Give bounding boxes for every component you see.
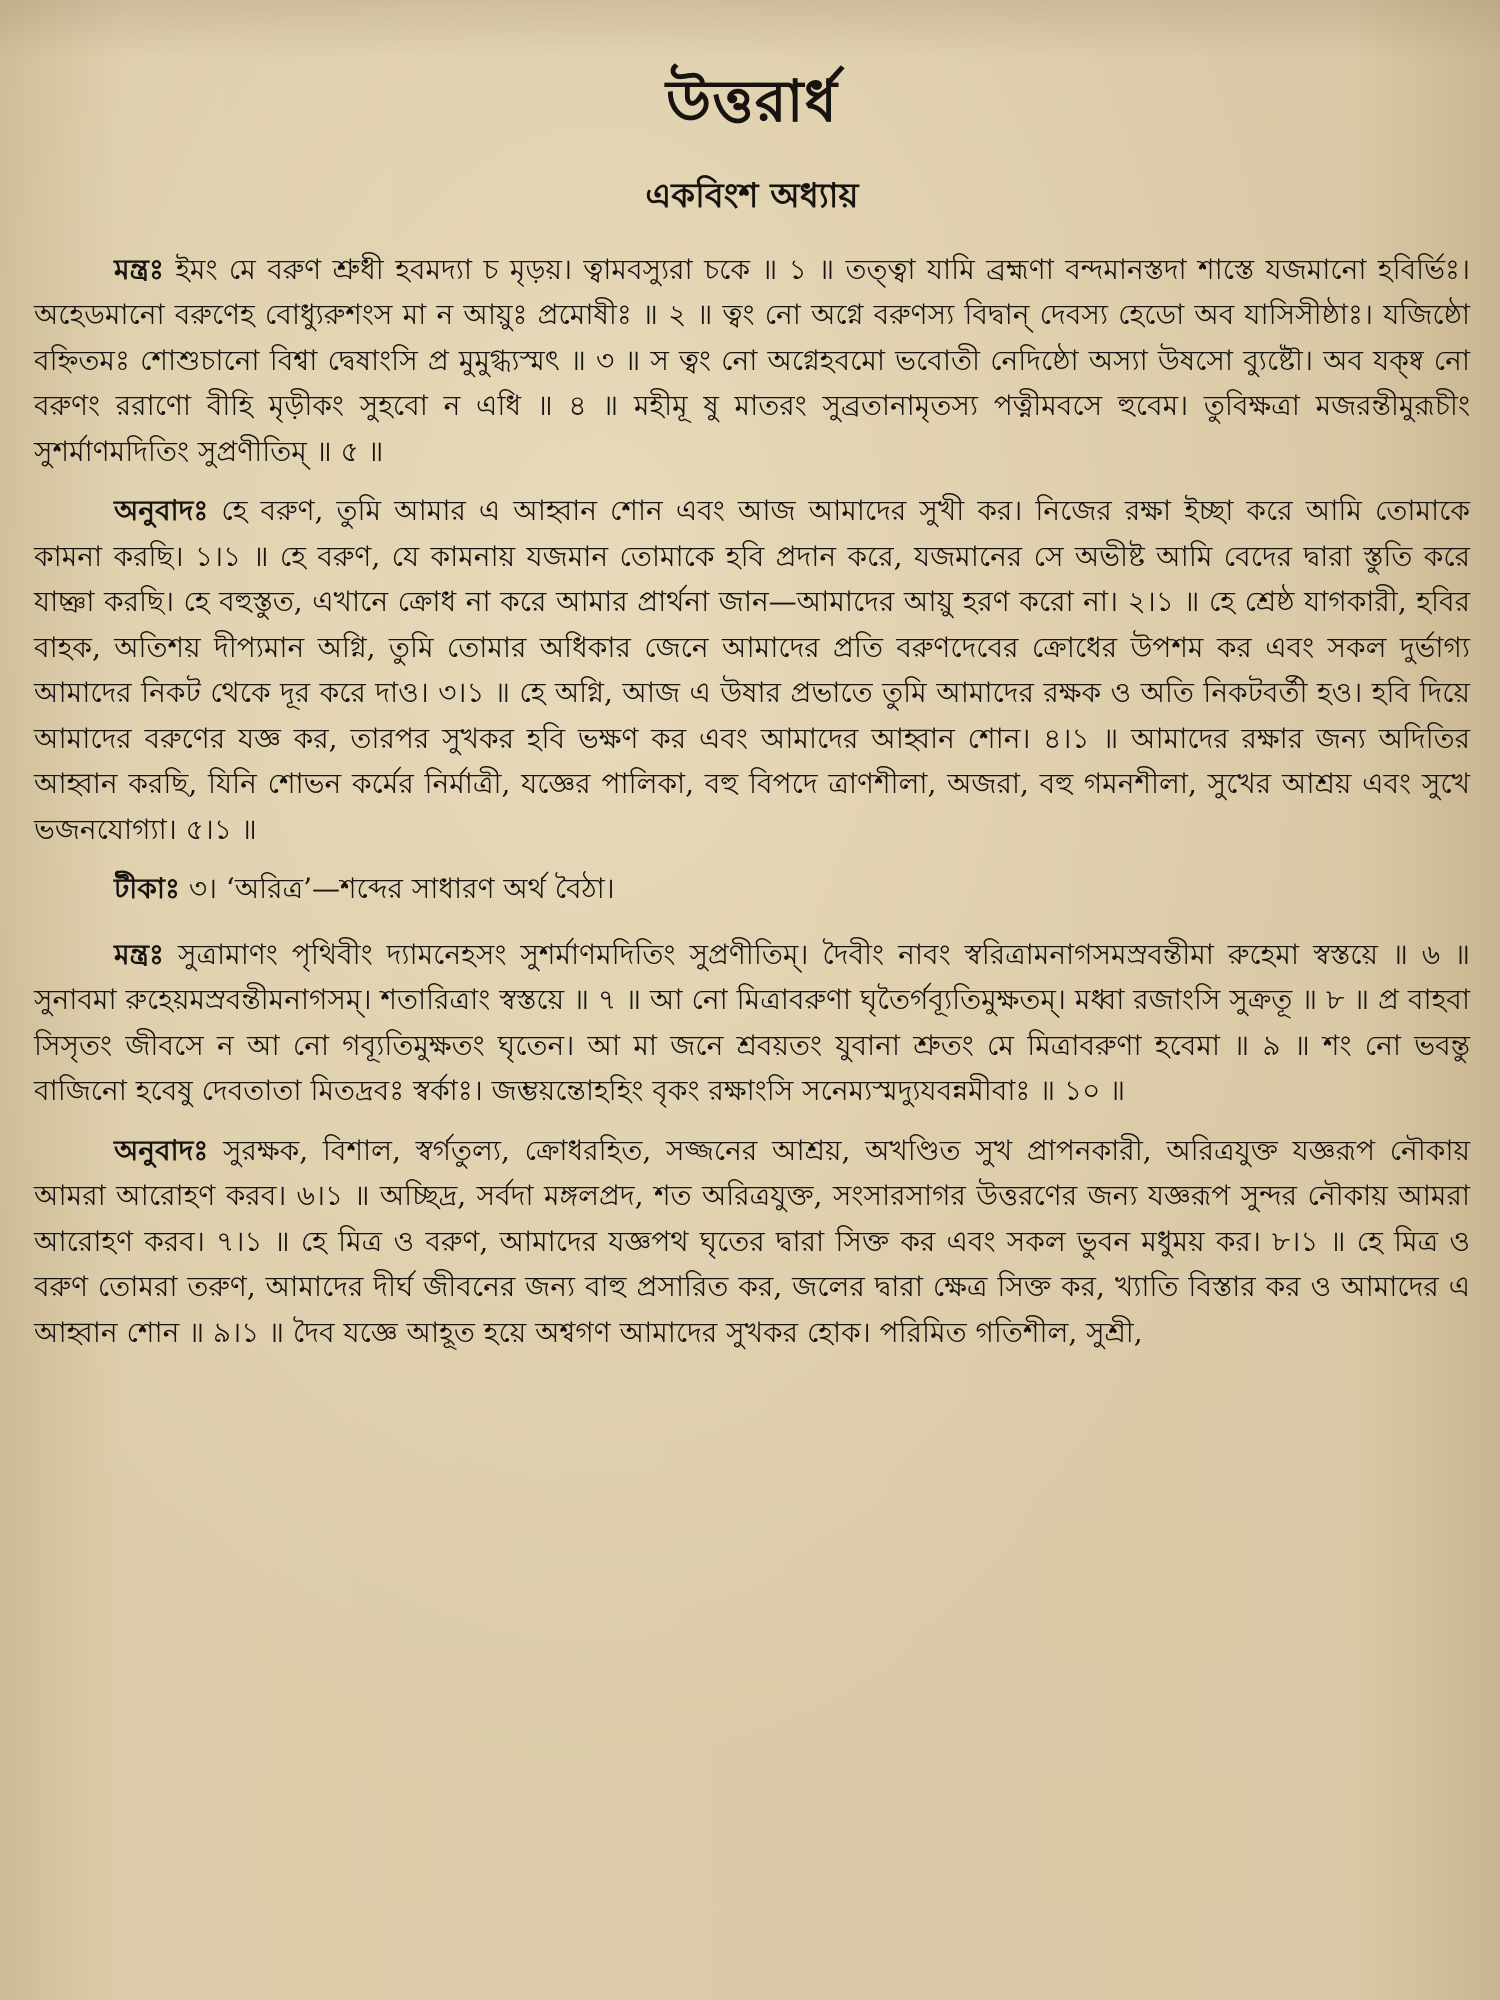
page-title: উত্তরার্ধ	[666, 67, 838, 135]
mantra-label: মন্ত্রঃ	[114, 937, 164, 971]
translation-text: সুরক্ষক, বিশাল, স্বর্গতুল্য, ক্রোধরহিত, সজ্জনের আশ্রয়, অখণ্ডিত সুখ প্রাপনকারী, অরিত্রযুক্ত যজ্ঞরূপ নৌকায় আমরা আরোহণ করব। ৬।১ ॥ অচ্ছিদ্র, সর্বদা মঙ্গলপ্রদ, শত অরিত্রযুক্ত, সংসারসাগর উত্তরণের জন্য যজ্ঞরূপ সুন্দর নৌকায় আমরা আরোহণ করব। ৭।১ ॥ হে মিত্র ও বরুণ, আমাদের যজ্ঞপথ ঘৃতের দ্বারা সিক্ত কর এবং সকল ভুবন মধুময় কর। ৮।১ ॥ হে মিত্র ও বরুণ তোমরা তরুণ, আমাদের দীর্ঘ জীবনের জন্য বাহু প্রসারিত কর, জলের দ্বারা ক্ষেত্র সিক্ত কর, খ্যাতি বিস্তার কর ও আমাদের এ আহ্বান শোন ॥ ৯।১ ॥ দৈব যজ্ঞে আহূত হয়ে অশ্বগণ আমাদের সুখকর হোক। পরিমিত গতিশীল, সুশ্রী,	[34, 1133, 1470, 1349]
commentary-paragraph	[34, 866, 1470, 912]
commentary-label: টীকাঃ	[114, 872, 180, 906]
mantra-text: সুত্রামাণং পৃথিবীং দ্যামনেহসং সুশর্মাণমদিতিং সুপ্রণীতিম্। দৈবীং নাবং স্বরিত্রামনাগসমস্রবন্তীমা রুহেমা স্বস্তয়ে ॥ ৬ ॥ সুনাবমা রুহেয়মস্রবন্তীমনাগসম্। শতারিত্রাং স্বস্তয়ে ॥ ৭ ॥ আ নো মিত্রাবরুণা ঘৃতৈর্গব্যূতিমুক্ষতম্। মধ্বা রজাংসি সুক্রতূ ॥ ৮ ॥ প্র বাহবা সিসৃতং জীবসে ন আ নো গব্যূতিমুক্ষতং ঘৃতেন। আ মা জনে শ্রবয়তং যুবানা শ্রুতং মে মিত্রাবরুণা হবেমা ॥ ৯ ॥ শং নো ভবন্তু বাজিনো হবেষু দেবতাতা মিতদ্রবঃ স্বর্কাঃ। জম্ভয়ন্তোহহিং বৃকং রক্ষাংসি সনেম্যস্মদ্যুযবন্নমীবাঃ ॥ ১০ ॥	[34, 937, 1470, 1108]
mantra-label: মন্ত্রঃ	[114, 252, 164, 286]
translation-text: হে বরুণ, তুমি আমার এ আহ্বান শোন এবং আজ আমাদের সুখী কর। নিজের রক্ষা ইচ্ছা করে আমি তোমাকে কামনা করছি। ১।১ ॥ হে বরুণ, যে কামনায় যজমান তোমাকে হবি প্রদান করে, যজমানের সে অভীষ্ট আমি বেদের দ্বারা স্তুতি করে যাচ্ঞা করছি। হে বহুস্তুত, এখানে ক্রোধ না করে আমার প্রার্থনা জান—আমাদের আয়ু হরণ করো না। ২।১ ॥ হে শ্রেষ্ঠ যাগকারী, হবির বাহক, অতিশয় দীপ্যমান অগ্নি, তুমি তোমার অধিকার জেনে আমাদের প্রতি বরুণদেবের ক্রোধের উপশম কর এবং সকল দুর্ভাগ্য আমাদের নিকট থেকে দূর করে দাও। ৩।১ ॥ হে অগ্নি, আজ এ উষার প্রভাতে তুমি আমাদের রক্ষক ও অতি নিকটবর্তী হও। হবি দিয়ে আমাদের বরুণের যজ্ঞ কর, তারপর সুখকর হবি ভক্ষণ কর এবং আমাদের আহ্বান শোন। ৪।১ ॥ আমাদের রক্ষার জন্য অদিতির আহ্বান করছি, যিনি শোভন কর্মের নির্মাত্রী, যজ্ঞের পালিকা, বহু বিপদে ত্রাণশীলা, অজরা, বহু গমনশীলা, সুখের আশ্রয় এবং সুখে ভজনযোগ্যা। ৫।১ ॥	[34, 494, 1471, 846]
translation-label: অনুবাদঃ	[114, 494, 209, 528]
translation-paragraph-2	[34, 1128, 1470, 1356]
chapter-heading: একবিংশ অধ্যায়	[645, 175, 859, 216]
mantra-paragraph-1	[34, 247, 1470, 475]
commentary-text: ৩। ‘অরিত্র’—শব্দের সাধারণ অর্থ বৈঠা।	[188, 872, 615, 906]
translation-paragraph-1	[34, 488, 1470, 852]
mantra-text: ইমং মে বরুণ শ্রুধী হবমদ্যা চ মৃড়য়। ত্বামবস্যুরা চকে ॥ ১ ॥ তত্ত্বা যামি ব্রহ্মণা বন্দমানস্তদা শাস্তে যজমানো হবির্ভিঃ। অহেডমানো বরুণেহ বোধ্যুরুশংস মা ন আয়ুঃ প্রমোষীঃ ॥ ২ ॥ ত্বং নো অগ্নে বরুণস্য বিদ্বান্ দেবস্য হেডো অব যাসিসীষ্ঠাঃ। যজিষ্ঠো বহ্নিতমঃ শোশুচানো বিশ্বা দ্বেষাংসি প্র মুমুগ্ধ্যস্মৎ ॥ ৩ ॥ স ত্বং নো অগ্নেহবমো ভবোতী নেদিষ্ঠো অস্যা উষসো ব্যুষ্টৌ। অব যক্ষ্ব নো বরুণং ররাণো বীহি মৃড়ীকং সুহবো ন এধি ॥ ৪ ॥ মহীমূ ষু মাতরং সুব্রতানামৃতস্য পত্নীমবসে হুবেম। তুবিক্ষত্রা মজরন্তীমুরূচীং সুশর্মাণমদিতিং সুপ্রণীতিম্ ॥ ৫ ॥	[34, 252, 1470, 468]
page-top-shadow	[0, 0, 1500, 60]
translation-label: অনুবাদঃ	[114, 1133, 209, 1167]
mantra-paragraph-2	[34, 932, 1470, 1114]
